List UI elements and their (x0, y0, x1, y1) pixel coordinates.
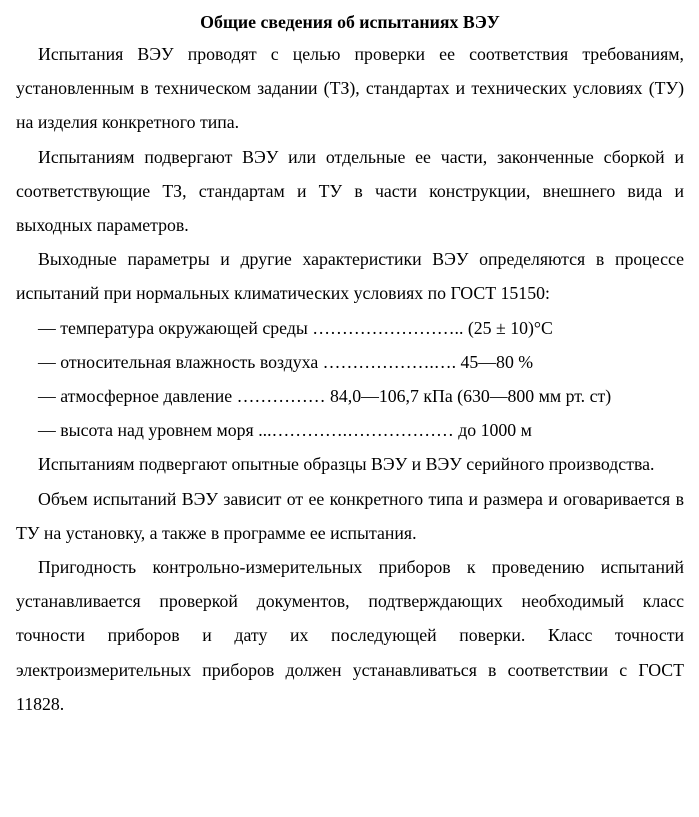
condition-dots: …………… (236, 386, 330, 407)
condition-value: до 1000 м (458, 420, 532, 441)
paragraph-subjects: Испытаниям подвергают ВЭУ или отдельные ее части, законченные сборкой и соответствующие ТЗ, стандартам и ТУ в части конструкции, внешнего вида и выходных параметров. (16, 146, 684, 236)
paragraph-instruments: Пригодность контрольно-измерительных приборов к проведению испытаний устанавливается проверкой документов, подтверждающих необходимый класс точности приборов и дату их последующей поверки. Класс точности электроизмерительных приборов должен устанавливаться в соответствии с ГОСТ 11828. (16, 557, 684, 714)
condition-label: — атмосферное давление (38, 386, 237, 407)
condition-label: — температура окружающей среды (38, 317, 313, 338)
condition-dots: ...………….……………… (258, 420, 459, 441)
paragraph-scope: Объем испытаний ВЭУ зависит от ее конкретного типа и размера и оговаривается в ТУ на установку, а также в программе ее испытания. (16, 488, 684, 543)
paragraph-purpose: Испытания ВЭУ проводят с целью проверки ее соответствия требованиям, установленным в техническом задании (ТЗ), стандартах и технических условиях (ТУ) на изделия конкретного типа. (16, 44, 684, 133)
condition-dots: ……………….…. (322, 351, 461, 372)
condition-value: 84,0—106,7 кПа (630—800 мм рт. ст) (329, 386, 612, 407)
document-page (16, 9, 684, 721)
paragraph-samples: Испытаниям подвергают опытные образцы ВЭУ и ВЭУ серийного производства. (38, 454, 655, 475)
condition-dots: …………………….. (312, 317, 468, 338)
condition-altitude (16, 413, 684, 447)
condition-value: 45—80 % (460, 351, 534, 372)
condition-pressure (16, 379, 684, 413)
condition-label: — высота над уровнем моря (38, 420, 259, 441)
condition-humidity (16, 345, 684, 379)
document-title: Общие сведения об испытаниях ВЭУ (200, 12, 500, 32)
condition-value: (25 ± 10)°C (467, 317, 553, 338)
paragraph-conditions-intro: Выходные параметры и другие характеристики ВЭУ определяются в процессе испытаний при нормальных климатических условиях по ГОСТ 15150: (16, 249, 684, 304)
condition-label: — относительная влажность воздуха (38, 351, 323, 372)
condition-temperature (16, 311, 684, 345)
